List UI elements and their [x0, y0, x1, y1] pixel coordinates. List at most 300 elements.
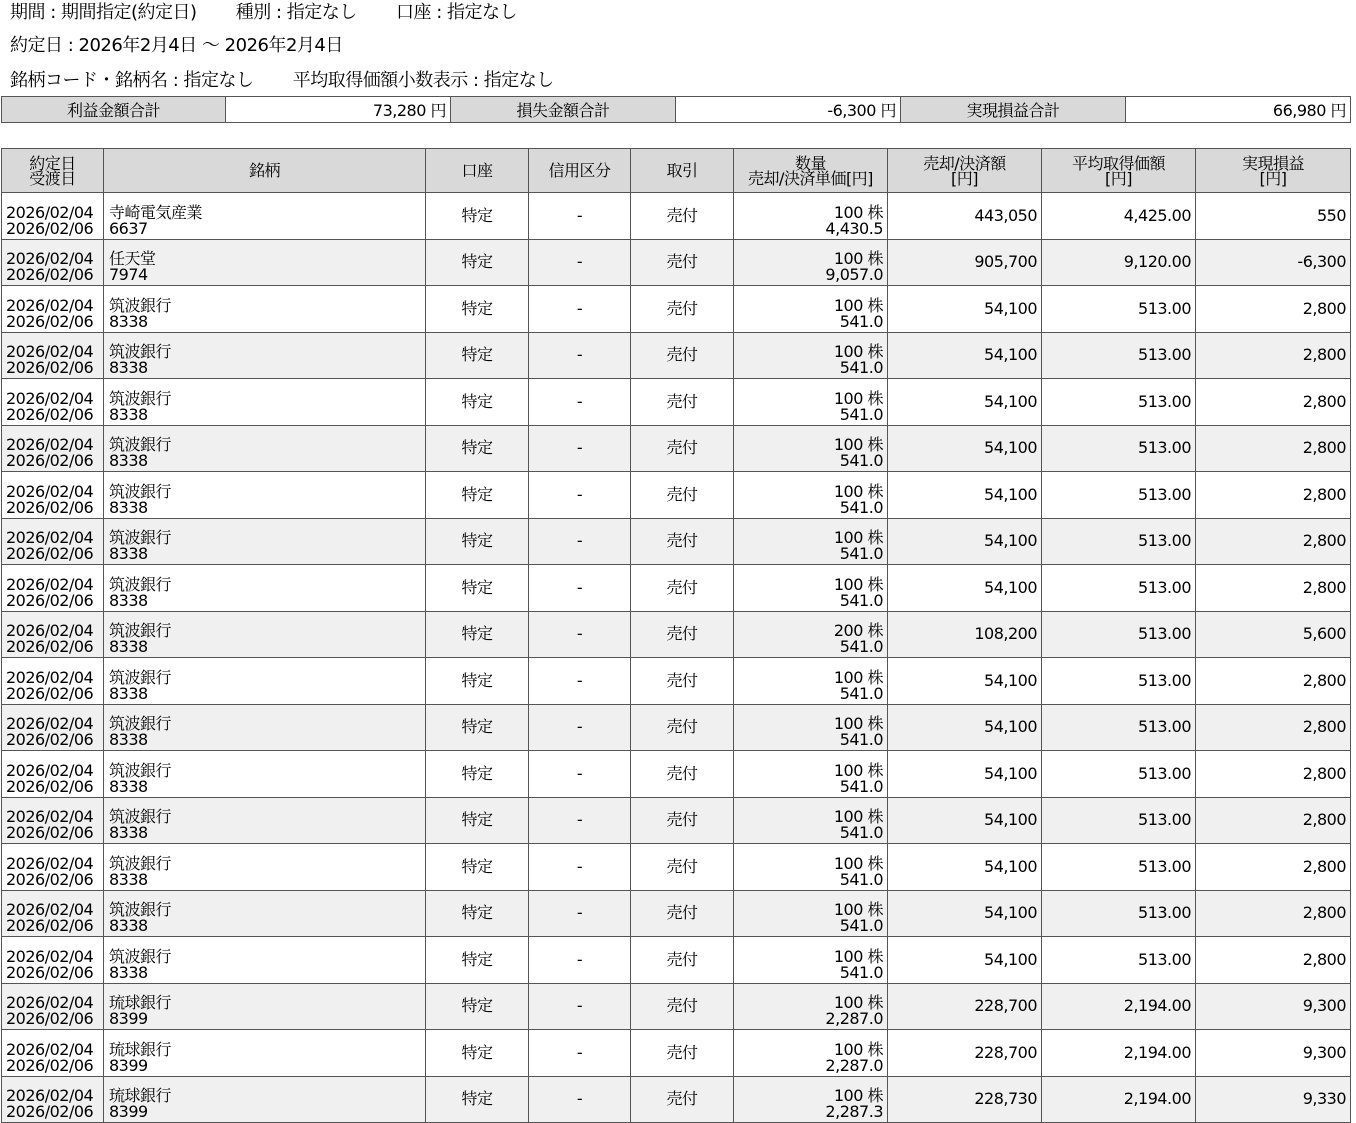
unit-price: 541.0: [839, 544, 883, 563]
cell-realized-pl: 2,800: [1196, 565, 1351, 612]
filter-line-1: [10, 0, 551, 26]
settle-date: 2026/02/06: [6, 683, 94, 703]
cell-realized-pl: 2,800: [1196, 937, 1351, 984]
cell-realized-pl: 550: [1196, 193, 1351, 240]
trade-date: 2026/02/04: [6, 249, 94, 268]
filter-line-3: [10, 68, 588, 94]
cell-dates: [2, 379, 104, 426]
cell-trade: 売付: [631, 472, 734, 519]
cell-credit: -: [529, 239, 631, 286]
table-header-row: [2, 149, 1351, 193]
quantity: 100 株: [833, 528, 883, 547]
cell-credit: -: [529, 193, 631, 240]
cell-dates: [2, 658, 104, 705]
cell-account: 特定: [426, 239, 529, 286]
quantity: 100 株: [833, 202, 883, 222]
unit-price: 541.0: [839, 776, 883, 796]
cell-dates: [2, 193, 104, 240]
quantity: 100 株: [833, 946, 883, 966]
col-header-avg: 平均取得価額 [円]: [1042, 149, 1196, 193]
cell-account: 特定: [426, 611, 529, 658]
cell-trade: 売付: [631, 983, 734, 1030]
settle-date: 2026/02/06: [6, 869, 94, 889]
cell-amount: 54,100: [888, 565, 1042, 612]
cell-avg-cost: 513.00: [1042, 890, 1196, 937]
cell-trade: 売付: [631, 890, 734, 937]
cell-realized-pl: 2,800: [1196, 658, 1351, 705]
cell-trade: 売付: [631, 379, 734, 426]
quantity: 100 株: [833, 853, 883, 873]
table-row: [2, 658, 1351, 705]
cell-stock: [104, 611, 426, 658]
cell-trade: 売付: [631, 1030, 734, 1077]
cell-qty-price: [734, 379, 888, 426]
stock-code: 8399: [109, 1055, 148, 1075]
table-row: [2, 379, 1351, 426]
cell-qty-price: [734, 518, 888, 565]
trade-date: 2026/02/04: [6, 621, 94, 640]
filter-date-range: 約定日 : 2026年2月4日 〜 2026年2月4日: [10, 35, 343, 56]
quantity: 100 株: [833, 435, 883, 454]
cell-credit: -: [529, 751, 631, 798]
cell-trade: 売付: [631, 565, 734, 612]
unit-price: 4,430.5: [825, 218, 883, 238]
cell-stock: [104, 658, 426, 705]
stock-code: 8338: [109, 544, 148, 563]
stock-code: 8338: [109, 962, 148, 982]
cell-amount: 54,100: [888, 472, 1042, 519]
cell-trade: 売付: [631, 1076, 734, 1123]
cell-avg-cost: 513.00: [1042, 425, 1196, 472]
cell-realized-pl: 2,800: [1196, 472, 1351, 519]
cell-trade: 売付: [631, 239, 734, 286]
unit-price: 541.0: [839, 404, 883, 424]
cell-stock: [104, 518, 426, 565]
stock-code: 6637: [109, 218, 148, 238]
trade-date: 2026/02/04: [6, 388, 94, 408]
stock-name: 筑波銀行: [109, 807, 172, 826]
stock-name: 筑波銀行: [109, 853, 172, 873]
cell-trade: 売付: [631, 425, 734, 472]
stock-code: 8338: [109, 497, 148, 517]
cell-stock: [104, 472, 426, 519]
settle-date: 2026/02/06: [6, 218, 94, 238]
quantity: 100 株: [833, 249, 883, 268]
cell-stock: [104, 937, 426, 984]
cell-stock: [104, 286, 426, 333]
cell-stock: [104, 751, 426, 798]
stock-code: 8338: [109, 637, 148, 656]
trade-date: 2026/02/04: [6, 1086, 94, 1105]
cell-amount: 228,700: [888, 983, 1042, 1030]
quantity: 100 株: [833, 574, 883, 594]
unit-price: 541.0: [839, 730, 883, 749]
stock-name: 筑波銀行: [109, 574, 172, 594]
trade-date: 2026/02/04: [6, 853, 94, 873]
trade-date: 2026/02/04: [6, 807, 94, 826]
cell-credit: -: [529, 797, 631, 844]
unit-price: 541.0: [839, 590, 883, 610]
stock-name: 筑波銀行: [109, 342, 172, 361]
cell-credit: -: [529, 983, 631, 1030]
cell-credit: -: [529, 425, 631, 472]
cell-realized-pl: 5,600: [1196, 611, 1351, 658]
cell-avg-cost: 513.00: [1042, 472, 1196, 519]
stock-name: 琉球銀行: [109, 993, 172, 1012]
trade-date: 2026/02/04: [6, 202, 94, 222]
col-header-qty: 数量 売却/決済単価[円]: [734, 149, 888, 193]
stock-name: 任天堂: [109, 249, 156, 268]
cell-trade: 売付: [631, 704, 734, 751]
col-header-credit: 信用区分: [529, 149, 631, 193]
cell-credit: -: [529, 844, 631, 891]
unit-price: 541.0: [839, 311, 883, 331]
cell-realized-pl: 2,800: [1196, 704, 1351, 751]
trade-date: 2026/02/04: [6, 574, 94, 594]
cell-realized-pl: 2,800: [1196, 286, 1351, 333]
cell-trade: 売付: [631, 611, 734, 658]
cell-amount: 54,100: [888, 751, 1042, 798]
unit-price: 2,287.0: [825, 1009, 883, 1028]
cell-trade: 売付: [631, 518, 734, 565]
stock-name: 琉球銀行: [109, 1086, 172, 1105]
cell-account: 特定: [426, 1030, 529, 1077]
filter-period: 期間 : 期間指定(約定日): [10, 2, 197, 23]
profit-total-value: 73,280 円: [226, 97, 451, 123]
cell-realized-pl: 2,800: [1196, 890, 1351, 937]
cell-qty-price: [734, 890, 888, 937]
cell-avg-cost: 513.00: [1042, 844, 1196, 891]
trade-date: 2026/02/04: [6, 946, 94, 966]
cell-avg-cost: 9,120.00: [1042, 239, 1196, 286]
cell-avg-cost: 513.00: [1042, 611, 1196, 658]
cell-account: 特定: [426, 193, 529, 240]
cell-stock: [104, 1030, 426, 1077]
cell-amount: 54,100: [888, 286, 1042, 333]
settle-date: 2026/02/06: [6, 1102, 94, 1121]
cell-account: 特定: [426, 844, 529, 891]
cell-account: 特定: [426, 983, 529, 1030]
stock-name: 筑波銀行: [109, 295, 172, 315]
stock-name: 筑波銀行: [109, 388, 172, 408]
cell-qty-price: [734, 844, 888, 891]
quantity: 100 株: [833, 1086, 883, 1105]
stock-code: 8338: [109, 869, 148, 889]
cell-trade: 売付: [631, 332, 734, 379]
trades-table-body: [2, 193, 1351, 1123]
cell-amount: 108,200: [888, 611, 1042, 658]
cell-account: 特定: [426, 797, 529, 844]
cell-account: 特定: [426, 751, 529, 798]
cell-stock: [104, 193, 426, 240]
table-row: [2, 983, 1351, 1030]
summary-table: [1, 96, 1351, 123]
stock-name: 寺崎電気産業: [109, 202, 203, 222]
filter-symbol: 銘柄コード・銘柄名 : 指定なし: [10, 70, 254, 91]
stock-code: 8338: [109, 358, 148, 377]
stock-code: 8338: [109, 590, 148, 610]
cell-credit: -: [529, 890, 631, 937]
table-row: [2, 751, 1351, 798]
cell-account: 特定: [426, 472, 529, 519]
cell-dates: [2, 797, 104, 844]
cell-avg-cost: 513.00: [1042, 658, 1196, 705]
cell-realized-pl: 2,800: [1196, 844, 1351, 891]
unit-price: 2,287.0: [825, 1055, 883, 1075]
quantity: 100 株: [833, 1039, 883, 1059]
stock-code: 8338: [109, 730, 148, 749]
profit-total-label: 利益金額合計: [2, 97, 226, 123]
unit-price: 541.0: [839, 823, 883, 842]
cell-qty-price: [734, 472, 888, 519]
table-row: [2, 565, 1351, 612]
unit-price: 2,287.3: [825, 1102, 883, 1121]
cell-amount: 54,100: [888, 379, 1042, 426]
cell-qty-price: [734, 425, 888, 472]
realized-total-label: 実現損益合計: [901, 97, 1126, 123]
cell-trade: 売付: [631, 937, 734, 984]
stock-code: 8338: [109, 311, 148, 331]
cell-account: 特定: [426, 332, 529, 379]
cell-realized-pl: 2,800: [1196, 751, 1351, 798]
stock-code: 8338: [109, 776, 148, 796]
cell-credit: -: [529, 472, 631, 519]
settle-date: 2026/02/06: [6, 776, 94, 796]
cell-qty-price: [734, 332, 888, 379]
cell-realized-pl: 2,800: [1196, 425, 1351, 472]
cell-dates: [2, 844, 104, 891]
settle-date: 2026/02/06: [6, 311, 94, 331]
cell-dates: [2, 565, 104, 612]
quantity: 100 株: [833, 388, 883, 408]
table-row: [2, 890, 1351, 937]
trade-date: 2026/02/04: [6, 481, 94, 501]
stock-name: 筑波銀行: [109, 946, 172, 966]
trade-date: 2026/02/04: [6, 667, 94, 687]
cell-trade: 売付: [631, 797, 734, 844]
cell-stock: [104, 890, 426, 937]
cell-qty-price: [734, 565, 888, 612]
cell-dates: [2, 425, 104, 472]
cell-credit: -: [529, 1076, 631, 1123]
cell-credit: -: [529, 518, 631, 565]
cell-avg-cost: 513.00: [1042, 797, 1196, 844]
unit-price: 541.0: [839, 497, 883, 517]
quantity: 200 株: [833, 621, 883, 640]
cell-avg-cost: 513.00: [1042, 332, 1196, 379]
cell-qty-price: [734, 658, 888, 705]
settle-date: 2026/02/06: [6, 497, 94, 517]
cell-qty-price: [734, 751, 888, 798]
stock-code: 8338: [109, 451, 148, 470]
unit-price: 541.0: [839, 358, 883, 377]
cell-avg-cost: 513.00: [1042, 704, 1196, 751]
settle-date: 2026/02/06: [6, 637, 94, 656]
table-row: [2, 518, 1351, 565]
cell-amount: 54,100: [888, 332, 1042, 379]
cell-realized-pl: 9,300: [1196, 983, 1351, 1030]
cell-realized-pl: 2,800: [1196, 797, 1351, 844]
cell-avg-cost: 513.00: [1042, 518, 1196, 565]
cell-realized-pl: 2,800: [1196, 518, 1351, 565]
cell-account: 特定: [426, 658, 529, 705]
settle-date: 2026/02/06: [6, 404, 94, 424]
cell-qty-price: [734, 239, 888, 286]
cell-avg-cost: 513.00: [1042, 937, 1196, 984]
table-row: [2, 472, 1351, 519]
settle-date: 2026/02/06: [6, 451, 94, 470]
trade-date: 2026/02/04: [6, 760, 94, 780]
cell-amount: 54,100: [888, 518, 1042, 565]
cell-account: 特定: [426, 379, 529, 426]
cell-dates: [2, 937, 104, 984]
trade-date: 2026/02/04: [6, 993, 94, 1012]
stock-code: 8399: [109, 1009, 148, 1028]
filter-type: 種別 : 指定なし: [235, 2, 357, 23]
cell-amount: 54,100: [888, 937, 1042, 984]
stock-name: 筑波銀行: [109, 900, 172, 919]
stock-code: 8399: [109, 1102, 148, 1121]
quantity: 100 株: [833, 667, 883, 687]
stock-code: 7974: [109, 265, 148, 284]
settle-date: 2026/02/06: [6, 358, 94, 377]
cell-account: 特定: [426, 1076, 529, 1123]
table-row: [2, 1076, 1351, 1123]
cell-dates: [2, 239, 104, 286]
cell-credit: -: [529, 286, 631, 333]
cell-stock: [104, 704, 426, 751]
cell-account: 特定: [426, 704, 529, 751]
cell-dates: [2, 1076, 104, 1123]
trade-date: 2026/02/04: [6, 900, 94, 919]
table-row: [2, 239, 1351, 286]
stock-name: 筑波銀行: [109, 714, 172, 733]
cell-stock: [104, 565, 426, 612]
cell-stock: [104, 1076, 426, 1123]
cell-account: 特定: [426, 518, 529, 565]
cell-qty-price: [734, 611, 888, 658]
quantity: 100 株: [833, 900, 883, 919]
col-header-trade: 取引: [631, 149, 734, 193]
trade-date: 2026/02/04: [6, 435, 94, 454]
cell-avg-cost: 513.00: [1042, 379, 1196, 426]
cell-trade: 売付: [631, 286, 734, 333]
trade-date: 2026/02/04: [6, 528, 94, 547]
cell-avg-cost: 513.00: [1042, 751, 1196, 798]
table-row: [2, 611, 1351, 658]
col-header-pl: 実現損益 [円]: [1196, 149, 1351, 193]
cell-amount: 54,100: [888, 844, 1042, 891]
stock-code: 8338: [109, 683, 148, 703]
cell-qty-price: [734, 193, 888, 240]
quantity: 100 株: [833, 807, 883, 826]
cell-realized-pl: 2,800: [1196, 379, 1351, 426]
table-row: [2, 937, 1351, 984]
cell-credit: -: [529, 658, 631, 705]
table-row: [2, 797, 1351, 844]
stock-name: 筑波銀行: [109, 481, 172, 501]
unit-price: 541.0: [839, 637, 883, 656]
cell-avg-cost: 2,194.00: [1042, 1076, 1196, 1123]
trade-date: 2026/02/04: [6, 295, 94, 315]
quantity: 100 株: [833, 342, 883, 361]
stock-code: 8338: [109, 916, 148, 935]
cell-stock: [104, 844, 426, 891]
cell-dates: [2, 1030, 104, 1077]
cell-amount: 54,100: [888, 797, 1042, 844]
table-row: [2, 425, 1351, 472]
cell-stock: [104, 797, 426, 844]
unit-price: 541.0: [839, 451, 883, 470]
filter-avg-decimal: 平均取得価額小数表示 : 指定なし: [292, 70, 554, 91]
table-row: [2, 704, 1351, 751]
cell-dates: [2, 890, 104, 937]
unit-price: 541.0: [839, 962, 883, 982]
stock-name: 筑波銀行: [109, 435, 172, 454]
settle-date: 2026/02/06: [6, 823, 94, 842]
loss-total-value: -6,300 円: [676, 97, 901, 123]
cell-amount: 54,100: [888, 704, 1042, 751]
loss-total-label: 損失金額合計: [451, 97, 676, 123]
cell-avg-cost: 513.00: [1042, 565, 1196, 612]
cell-amount: 228,700: [888, 1030, 1042, 1077]
cell-qty-price: [734, 797, 888, 844]
cell-dates: [2, 611, 104, 658]
settle-date: 2026/02/06: [6, 730, 94, 749]
trade-date: 2026/02/04: [6, 714, 94, 733]
cell-avg-cost: 2,194.00: [1042, 983, 1196, 1030]
table-row: [2, 193, 1351, 240]
cell-account: 特定: [426, 565, 529, 612]
cell-qty-price: [734, 286, 888, 333]
trades-table: [1, 148, 1351, 1123]
cell-dates: [2, 472, 104, 519]
settle-date: 2026/02/06: [6, 544, 94, 563]
cell-realized-pl: -6,300: [1196, 239, 1351, 286]
quantity: 100 株: [833, 760, 883, 780]
table-row: [2, 844, 1351, 891]
quantity: 100 株: [833, 993, 883, 1012]
cell-account: 特定: [426, 425, 529, 472]
cell-dates: [2, 983, 104, 1030]
cell-account: 特定: [426, 890, 529, 937]
cell-stock: [104, 425, 426, 472]
trade-date: 2026/02/04: [6, 342, 94, 361]
cell-dates: [2, 332, 104, 379]
summary-row: [2, 97, 1351, 123]
cell-credit: -: [529, 332, 631, 379]
unit-price: 541.0: [839, 683, 883, 703]
stock-name: 琉球銀行: [109, 1039, 172, 1059]
cell-account: 特定: [426, 937, 529, 984]
quantity: 100 株: [833, 295, 883, 315]
stock-code: 8338: [109, 823, 148, 842]
trade-date: 2026/02/04: [6, 1039, 94, 1059]
cell-stock: [104, 379, 426, 426]
cell-qty-price: [734, 704, 888, 751]
filter-account: 口座 : 指定なし: [396, 2, 518, 23]
cell-stock: [104, 239, 426, 286]
cell-dates: [2, 704, 104, 751]
cell-stock: [104, 983, 426, 1030]
cell-qty-price: [734, 1076, 888, 1123]
cell-avg-cost: 4,425.00: [1042, 193, 1196, 240]
cell-amount: 443,050: [888, 193, 1042, 240]
cell-qty-price: [734, 937, 888, 984]
cell-trade: 売付: [631, 751, 734, 798]
quantity: 100 株: [833, 714, 883, 733]
cell-realized-pl: 9,300: [1196, 1030, 1351, 1077]
